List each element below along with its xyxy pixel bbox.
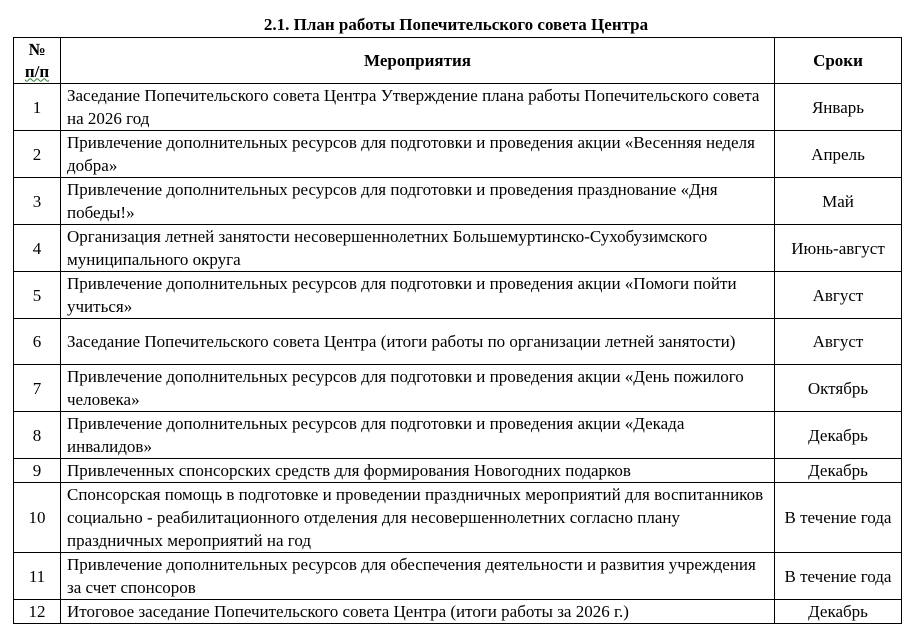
header-number [14,38,61,84]
header-number-symbol: № [28,39,46,59]
row-number: 1 [14,84,61,131]
row-event: Привлечение дополнительных ресурсов для подготовки и проведения акции «Декада инвалидов» [61,412,775,459]
row-term: В течение года [775,553,902,600]
row-number: 5 [14,272,61,319]
row-number: 7 [14,365,61,412]
row-number: 6 [14,319,61,365]
table-body [14,84,902,624]
table-row [14,553,902,600]
row-event: Итоговое заседание Попечительского совета Центра (итоги работы за 2026 г.) [61,600,775,624]
table-row [14,459,902,483]
table-row [14,483,902,553]
row-term: Январь [775,84,902,131]
row-event: Спонсорская помощь в подготовке и проведении праздничных мероприятий для воспитанников социально - реабилитационного отделения для несовершеннолетних согласно плану праздничных мероприятий на год [61,483,775,553]
row-event: Привлечение дополнительных ресурсов для подготовки и проведения акции «Помоги пойти учиться» [61,272,775,319]
row-event: Привлечение дополнительных ресурсов для подготовки и проведения празднование «Дня победы!» [61,178,775,225]
header-events: Мероприятия [61,38,775,84]
table-row [14,319,902,365]
table-row [14,225,902,272]
row-term: Июнь-август [775,225,902,272]
table-row [14,272,902,319]
row-term: Август [775,319,902,365]
row-event: Организация летней занятости несовершеннолетних Большемуртинско-Сухобузимского муниципального округа [61,225,775,272]
row-number: 11 [14,553,61,600]
row-number: 10 [14,483,61,553]
row-event: Привлеченных спонсорских средств для формирования Новогодних подарков [61,459,775,483]
row-number: 3 [14,178,61,225]
row-term: В течение года [775,483,902,553]
table-header-row [14,38,902,84]
row-event: Заседание Попечительского совета Центра (итоги работы по организации летней занятости) [61,319,775,365]
row-event: Привлечение дополнительных ресурсов для подготовки и проведения акции «Весенняя неделя добра» [61,131,775,178]
table-row [14,412,902,459]
row-number: 8 [14,412,61,459]
row-term: Май [775,178,902,225]
row-term: Октябрь [775,365,902,412]
table-row [14,131,902,178]
page-title: 2.1. План работы Попечительского совета Центра [263,15,649,34]
table-row [14,84,902,131]
row-event: Заседание Попечительского совета Центра Утверждение плана работы Попечительского совета на 2026 год [61,84,775,131]
table-row [14,178,902,225]
table-row [14,600,902,624]
row-event: Привлечение дополнительных ресурсов для обеспечения деятельности и развития учреждения за счет спонсоров [61,553,775,600]
header-number-abbr: п/п [24,61,50,81]
row-term: Декабрь [775,459,902,483]
work-plan-table [13,37,902,624]
row-event: Привлечение дополнительных ресурсов для подготовки и проведения акции «День пожилого человека» [61,365,775,412]
row-number: 4 [14,225,61,272]
row-term: Декабрь [775,600,902,624]
header-terms: Сроки [775,38,902,84]
row-term: Апрель [775,131,902,178]
row-number: 12 [14,600,61,624]
row-number: 9 [14,459,61,483]
row-number: 2 [14,131,61,178]
row-term: Август [775,272,902,319]
row-term: Декабрь [775,412,902,459]
table-row [14,365,902,412]
